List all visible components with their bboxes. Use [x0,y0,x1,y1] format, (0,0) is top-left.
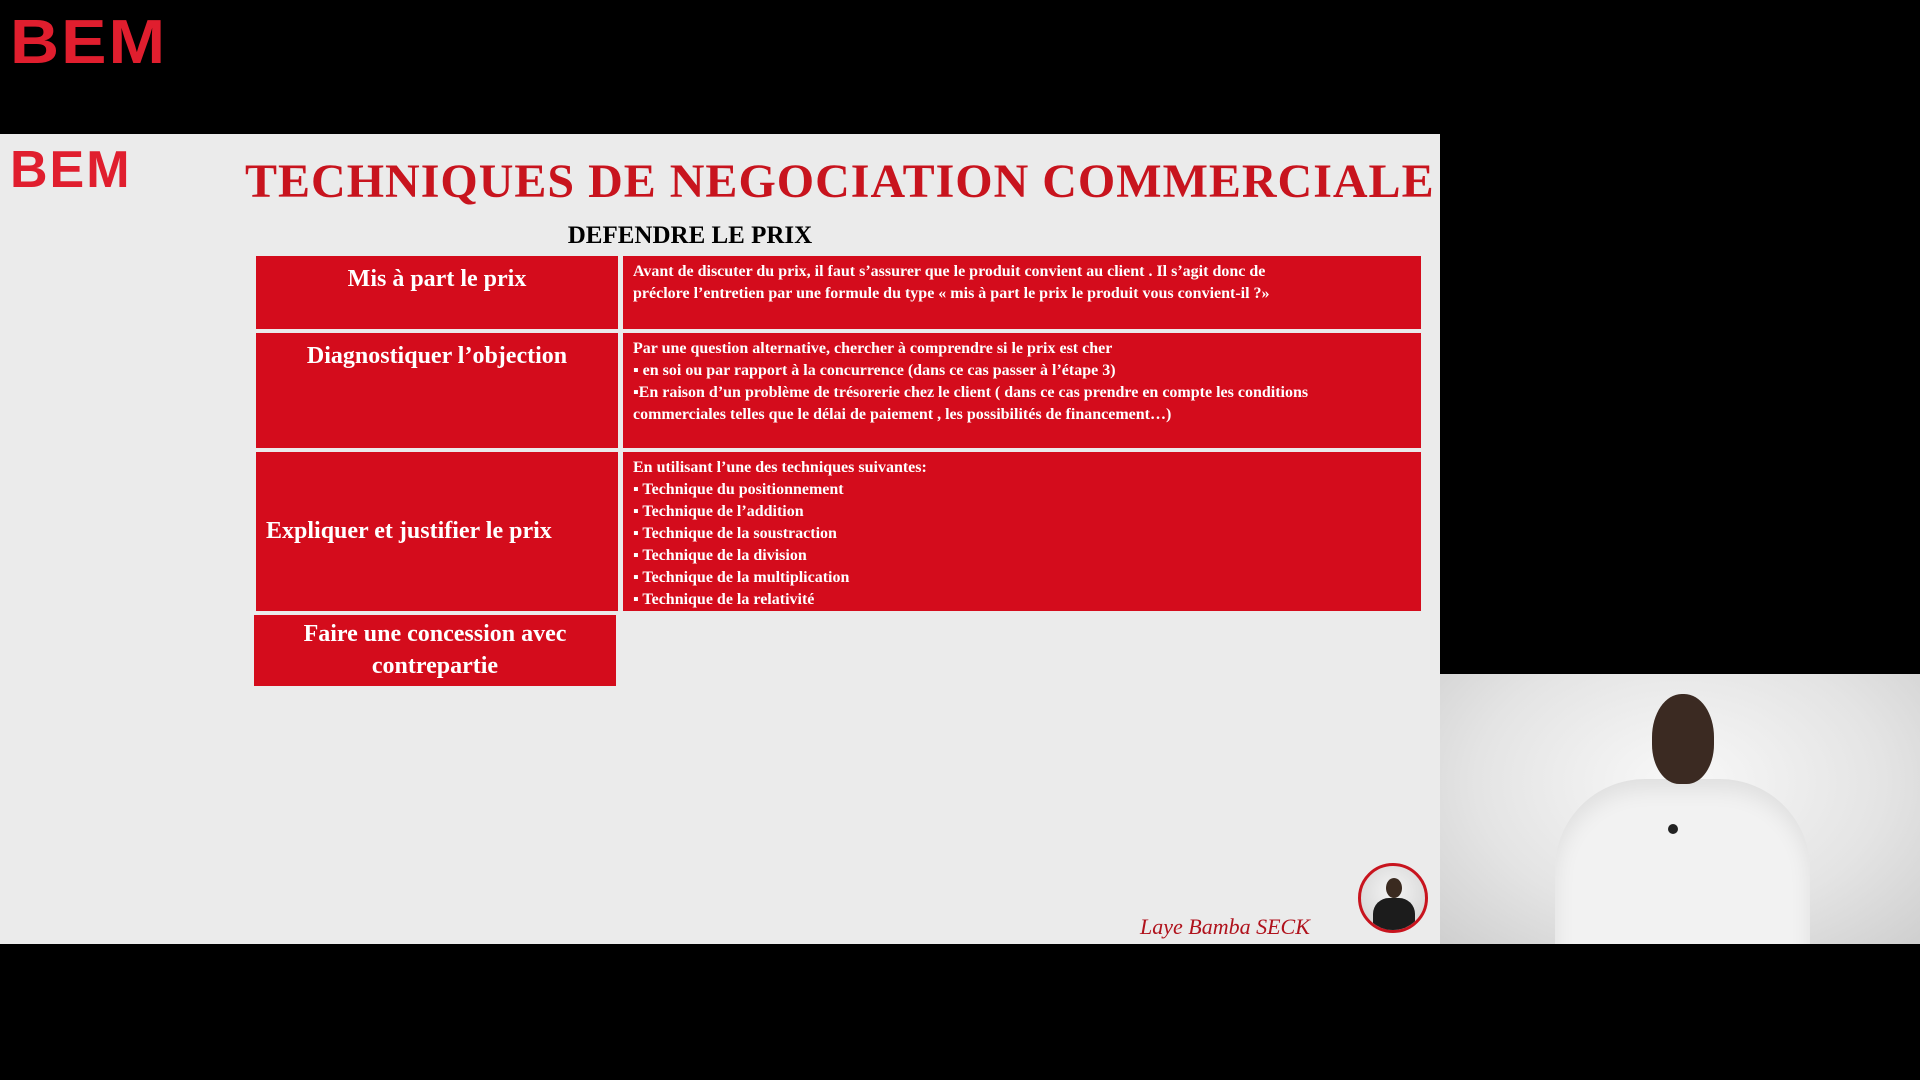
row-label-mis-a-part [256,256,618,329]
desc-line: Par une question alternative, chercher à comprendre si le prix est cher [633,340,1113,357]
slide-title: TECHNIQUES DE NEGOCIATION COMMERCIALE [245,155,1435,208]
slide-subtitle: DEFENDRE LE PRIX [567,222,813,249]
slide-logo: BEM [10,141,132,199]
desc-line: ▪ Technique du positionnement [633,481,844,499]
row-label-concession [254,615,616,686]
row-desc-diagnostiquer [623,333,1421,448]
desc-line: ▪ Technique de l’addition [633,503,804,521]
row-desc-expliquer [623,452,1421,611]
presentation-slide [0,134,1440,944]
row-label-text: Diagnostiquer l’objection [306,343,568,369]
row-desc-mis-a-part [623,256,1421,329]
presenter-video [1440,674,1920,944]
desc-line: Avant de discuter du prix, il faut s’assurer que le produit convient au client . Il s’agit donc de [633,263,1266,280]
row-label-diagnostiquer [256,333,618,448]
desc-line: ▪ Technique de la relativité [633,591,815,609]
speaker-photo-icon [1358,863,1428,933]
desc-line: ▪ en soi ou par rapport à la concurrence (dans ce cas passer à l’étape 3) [633,362,1116,380]
desc-line: ▪ Technique de la multiplication [633,569,850,587]
desc-line: commerciales telles que le délai de paiement , les possibilités de financement…) [633,406,1172,424]
author-signature: Laye Bamba SECK [1140,914,1310,939]
row-label-text: Mis à part le prix [347,266,527,292]
desc-line: ▪ Technique de la division [633,547,807,565]
top-logo: BEM [10,7,168,77]
row-label-expliquer [256,452,618,611]
row-label-text: Expliquer et justifier le prix [266,517,552,544]
desc-line: En utilisant l’une des techniques suivantes: [633,459,927,476]
desc-line: ▪ Technique de la soustraction [633,525,837,543]
row-label-text: Faire une concession avec contrepartie [303,621,567,679]
desc-line: préclore l’entretien par une formule du type « mis à part le prix le produit vous convient-il ?» [633,285,1270,303]
desc-line: ▪En raison d’un problème de trésorerie chez le client ( dans ce cas prendre en compte les conditions [633,384,1309,402]
